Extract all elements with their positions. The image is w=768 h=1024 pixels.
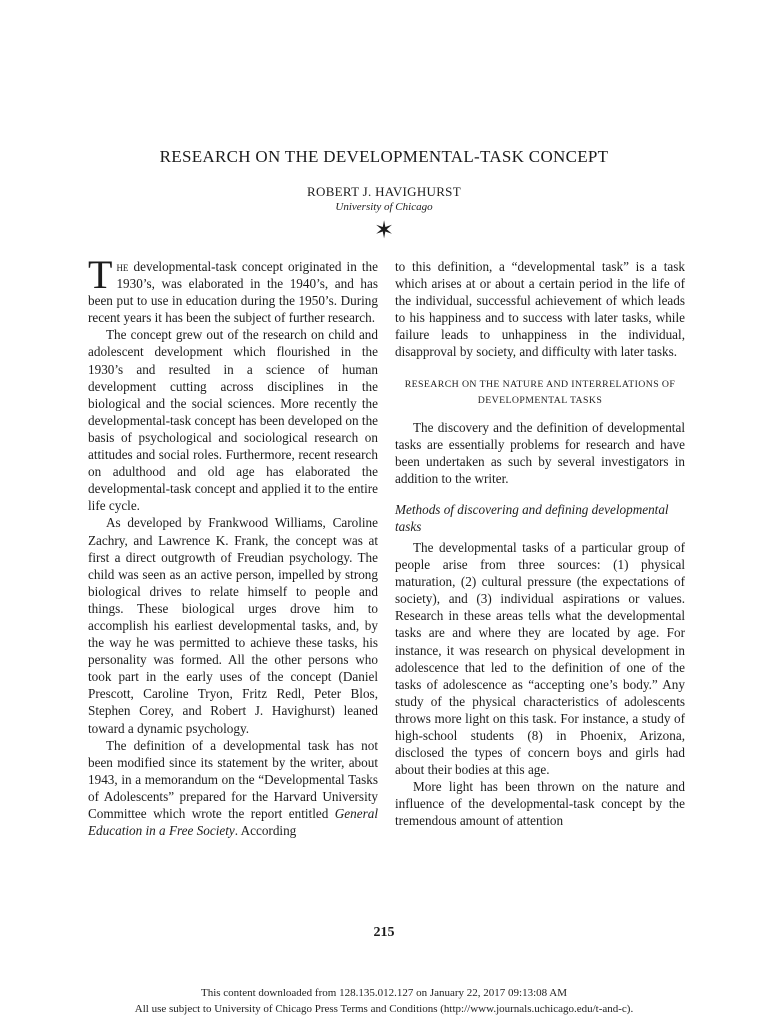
paragraph-4-end: . According	[234, 823, 297, 839]
article-title: RESEARCH ON THE DEVELOPMENTAL-TASK CONCEPT	[159, 147, 609, 166]
page-number: 215	[373, 925, 395, 940]
paragraph-discovery: The discovery and the definition of developmental tasks are essentially problems for research and have been undertaken as such by several investigators in addition to the writer.	[395, 419, 685, 486]
paragraph-1	[88, 252, 378, 326]
first-word-rest: he	[116, 259, 129, 274]
section-ornament-icon: ✶	[373, 218, 395, 244]
paragraph-more-light: More light has been thrown on the nature and influence of the developmental-task concept by the tremendous amount of attention	[395, 779, 685, 829]
paragraph-4	[88, 737, 378, 840]
paragraph-3: As developed by Frankwood Williams, Caroline Zachry, and Lawrence K. Frank, the concept was at first a direct outgrowth of Freudian psychology. The child was seen as an active person, impelled by strong biological drives to relate himself to people and things. These biological urges drove him to accomplish his earliest developmental tasks, and, by the way he was permitted to achieve these tasks, his personality was formed. All the other persons who took part in the early uses of the concept (Daniel Prescott, Caroline Tryon, Fritz Redl, Peter Blos, Stephen Corey, and Robert J. Havighurst) leaned toward a dynamic psychology.	[88, 515, 378, 736]
terms-notice: All use subject to University of Chicago Press Terms and Conditions (http://www.journals.uchicago.edu/t-and-c).	[134, 1003, 634, 1015]
paragraph-2: The concept grew out of the research on child and adolescent development which flourished in the 1930’s and resulted in a science of human development cutting across disciplines in the biological and the social sciences. More recently the developmental-task concept has been developed on the basis of psychological and sociological research on attitudes and social roles. Furthermore, recent research on adulthood and old age has elaborated the developmental-task concept and applied it to the entire life cycle.	[88, 327, 379, 514]
right-column	[395, 258, 685, 830]
author-affiliation: University of Chicago	[335, 201, 433, 213]
paragraph-1-text: developmental-task concept originated in the 1930’s, was elaborated in the 1940’s, and has been put to use in education during the 1950’s. During recent years it has been the subject of further research.	[88, 259, 378, 326]
paragraph-continued: to this definition, a “developmental task” is a task which arises at or about a certain period in the life of the individual, successful achievement of which leads to his happiness and to success with later tasks, while failure leads to unhappiness in the individual, disapproval by society, and difficulty with later tasks.	[395, 259, 685, 360]
author-name: ROBERT J. HAVIGHURST	[307, 184, 461, 199]
paragraph-4-start: The definition of a developmental task has not been modified since its statement by the writer, about 1943, in a memorandum on the “Developmental Tasks of Adolescents” prepared for the Harvard University Committee which wrote the report entitled	[88, 737, 378, 821]
paragraph-sources: The developmental tasks of a particular group of people arise from three sources: (1) physical maturation, (2) cultural pressure (the expectations of society), and (3) individual aspirations or values. Research in these areas tells what the developmental tasks are and where they are located by age. For instance, it was research on physical development in adolescence that led to the definition of one of the tasks of adolescence as “accepting one’s body.” Any study of the physical characteristics of adolescents throws more light on this task. For instance, a study of high-school students (8) in Phoenix, Arizona, disclosed the types of concern boys and girls had about their bodies at this age.	[395, 539, 685, 778]
subsection-heading: Methods of discovering and defining developmental tasks	[395, 501, 669, 534]
section-heading: RESEARCH ON THE NATURE AND INTERRELATIONS OF DEVELOPMENTAL TASKS	[404, 378, 676, 406]
download-notice: This content downloaded from 128.135.012.127 on January 22, 2017 09:13:08 AM	[200, 987, 568, 999]
book-title: General Education in a Free Society	[88, 806, 378, 839]
left-column	[88, 252, 379, 839]
drop-cap: T	[88, 252, 113, 297]
